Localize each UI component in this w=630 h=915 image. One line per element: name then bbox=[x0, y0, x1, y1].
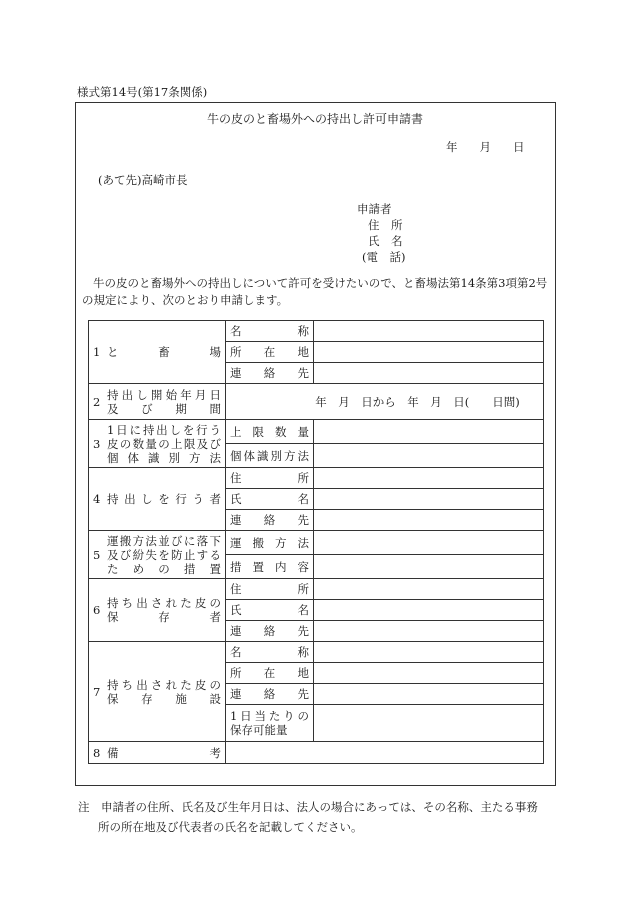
row6-name-field[interactable] bbox=[314, 600, 544, 621]
table-row bbox=[89, 642, 544, 663]
row1-sub-name: 名称 bbox=[226, 321, 314, 342]
row5-header: 5 運搬方法並びに落下 及び紛失を防止する ための措置 bbox=[89, 531, 226, 579]
row4-name-field[interactable] bbox=[314, 489, 544, 510]
row7-capacity-field[interactable] bbox=[314, 705, 544, 742]
form-number-label: 様式第14号(第17条関係) bbox=[77, 85, 208, 99]
row6-contact-field[interactable] bbox=[314, 621, 544, 642]
row4-header: 4 持出しを行う者 bbox=[89, 468, 226, 531]
date-month: 月 bbox=[479, 140, 491, 154]
row6-sub-name: 氏名 bbox=[226, 600, 314, 621]
row7-name-field[interactable] bbox=[314, 642, 544, 663]
table-row bbox=[89, 468, 544, 489]
row6-sub-address: 住所 bbox=[226, 579, 314, 600]
row7-sub-capacity: 1日当たりの 保存可能量 bbox=[226, 705, 314, 742]
document-title: 牛の皮のと畜場外への持出し許可申請書 bbox=[206, 112, 423, 126]
row8-remarks-field[interactable] bbox=[226, 742, 544, 764]
row7-header: 7 持ち出された皮の 保存施設 bbox=[89, 642, 226, 742]
applicant-tel-label: (電 話) bbox=[362, 250, 406, 264]
footnote bbox=[78, 797, 558, 837]
row3-limit-field[interactable] bbox=[314, 420, 544, 444]
row6-sub-contact: 連絡先 bbox=[226, 621, 314, 642]
table-row bbox=[89, 321, 544, 342]
applicant-label: 申請者 bbox=[357, 202, 392, 216]
row3-id-method-field[interactable] bbox=[314, 444, 544, 468]
application-table bbox=[88, 320, 544, 764]
table-row bbox=[89, 579, 544, 600]
row2-header: 2 持出し開始年月日 及び期間 bbox=[89, 384, 226, 420]
row1-label: と 畜 場 bbox=[107, 345, 221, 359]
row1-header: 1 と 畜 場 bbox=[89, 321, 226, 384]
row3-sub-id-method: 個体識別方法 bbox=[226, 444, 314, 468]
row5-transport-field[interactable] bbox=[314, 531, 544, 555]
applicant-address-label: 住 所 bbox=[368, 218, 403, 232]
row7-contact-field[interactable] bbox=[314, 684, 544, 705]
row5-measure-field[interactable] bbox=[314, 555, 544, 579]
footnote-line2: 所の所在地及び代表者の氏名を記載してください。 bbox=[98, 820, 363, 834]
row1-name-field[interactable] bbox=[314, 321, 544, 342]
row2-period-field[interactable]: 年 月 日から 年 月 日( 日間) bbox=[226, 384, 544, 420]
date-year: 年 bbox=[446, 140, 458, 154]
date-day: 日 bbox=[513, 140, 525, 154]
row1-sub-location: 所在地 bbox=[226, 342, 314, 363]
row3-sub-limit: 上限数量 bbox=[226, 420, 314, 444]
row8-header: 8 備考 bbox=[89, 742, 226, 764]
row4-contact-field[interactable] bbox=[314, 510, 544, 531]
footnote-line1: 注 申請者の住所、氏名及び生年月日は、法人の場合にあっては、その名称、主たる事務 bbox=[78, 800, 538, 814]
table-row bbox=[89, 384, 544, 420]
recipient: (あて先)高崎市長 bbox=[98, 173, 188, 187]
row4-sub-name: 氏名 bbox=[226, 489, 314, 510]
table-row bbox=[89, 420, 544, 444]
table-row bbox=[89, 742, 544, 764]
applicant-name-label: 氏 名 bbox=[368, 234, 403, 248]
row6-header: 6 持ち出された皮の 保存者 bbox=[89, 579, 226, 642]
row6-address-field[interactable] bbox=[314, 579, 544, 600]
row1-location-field[interactable] bbox=[314, 342, 544, 363]
row4-address-field[interactable] bbox=[314, 468, 544, 489]
row5-sub-measure: 措置内容 bbox=[226, 555, 314, 579]
row7-location-field[interactable] bbox=[314, 663, 544, 684]
row7-sub-contact: 連絡先 bbox=[226, 684, 314, 705]
table-row bbox=[89, 531, 544, 555]
row5-sub-transport: 運搬方法 bbox=[226, 531, 314, 555]
row1-contact-field[interactable] bbox=[314, 363, 544, 384]
row3-header: 3 1日に持出しを行う 皮の数量の上限及び 個体識別方法 bbox=[89, 420, 226, 468]
row1-sub-contact: 連絡先 bbox=[226, 363, 314, 384]
row7-sub-location: 所在地 bbox=[226, 663, 314, 684]
row4-sub-contact: 連絡先 bbox=[226, 510, 314, 531]
application-statement: 牛の皮のと畜場外への持出しについて許可を受けたいので、と畜場法第14条第3項第2号の規定により、次のとおり申請します。 bbox=[82, 276, 548, 307]
row7-sub-name: 名称 bbox=[226, 642, 314, 663]
date-line bbox=[446, 139, 525, 155]
row4-sub-address: 住所 bbox=[226, 468, 314, 489]
